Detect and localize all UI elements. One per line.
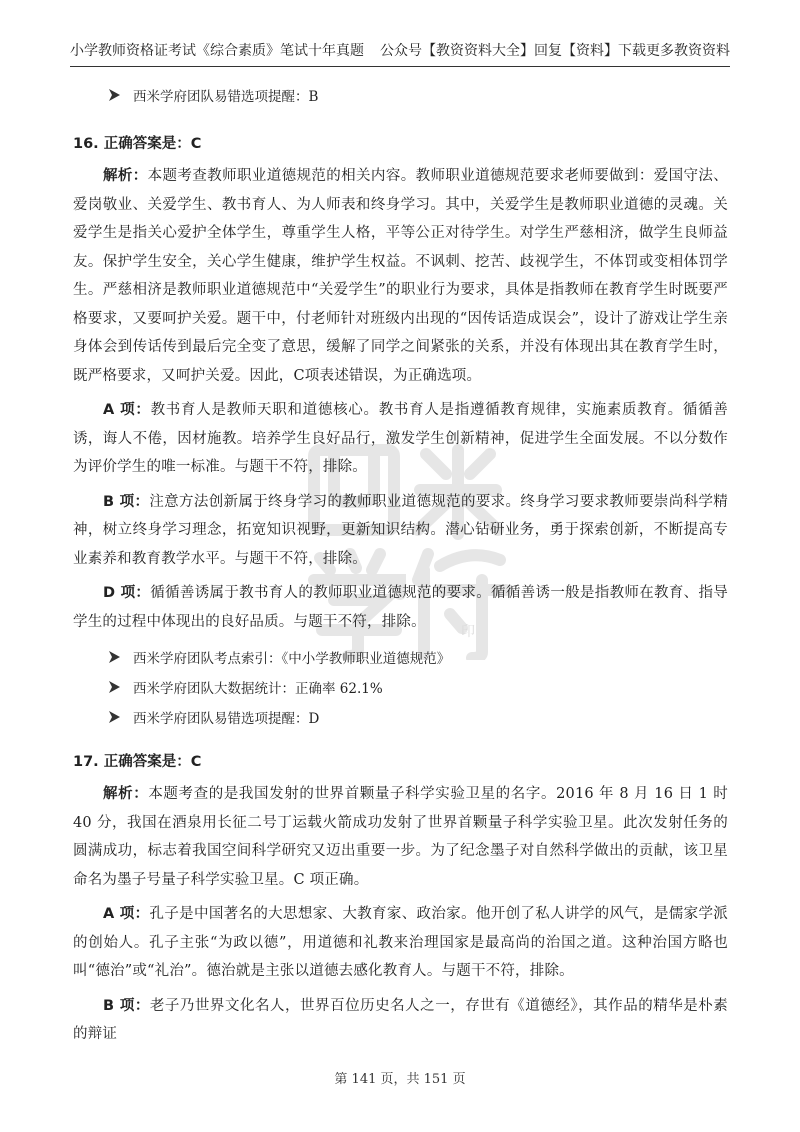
option-b-label: B 项： — [103, 493, 150, 510]
watermark-seal-text: 印 — [461, 624, 475, 640]
question-17-option-b — [73, 992, 728, 1049]
option-a-text: 孔子是中国著名的大思想家、大教育家、政治家。他开创了私人讲学的风气，是儒家学派的创始人。孔子主张“为政以德”，用道德和礼教来治理国家是最高尚的治国之道。这种治国方略也叫“德治”或“礼治”。德治就是主张以道德去感化教育人。与题干不符，排除。 — [73, 906, 728, 979]
question-16-option-a — [73, 396, 728, 482]
bullet-item — [107, 84, 728, 106]
page-content — [73, 70, 728, 1049]
question-16-option-b — [73, 488, 728, 574]
bullet-text: 西米学府团队大数据统计：正确率 62.1% — [133, 681, 383, 697]
question-16-option-d — [73, 579, 728, 636]
analysis-text: 本题考查教师职业道德规范的相关内容。教师职业道德规范要求老师要做到：爱国守法、爱岗敬业、关爱学生、教书育人、为人师表和终身学习。其中，关爱学生是教师职业道德的灵魂。关爱学生是指关心爱护全体学生，尊重学生人格，平等公正对待学生。对学生严慈相济，做学生良师益友。保护学生安全，关心学生健康，维护学生权益。不讽刺、挖苦、歧视学生，不体罚或变相体罚学生。严慈相济是教师职业道德规范中“关爱学生”的职业行为要求，具体是指教师在教育学生时既要严格要求，又要呵护关爱。题干中，付老师针对班级内出现的“因传话造成误会”，设计了游戏让学生亲身体会到传话传到最后完全变了意思，缓解了同学之间紧张的关系，并没有体现出其在教育学生时，既严格要求，又呵护关爱。因此，C项表述错误，为正确选项。 — [73, 168, 728, 384]
page-footer: 第 141 页，共 151 页 — [334, 1072, 466, 1087]
option-b-text: 老子乃世界文化名人，世界百位历史名人之一，存世有《道德经》，其作品的精华是朴素的辩证 — [73, 997, 728, 1042]
question-16-answer: 16. 正确答案是：C — [73, 136, 202, 152]
analysis-label: 解析： — [103, 786, 149, 802]
bullet-item — [107, 702, 728, 732]
option-d-label: D 项： — [103, 585, 151, 601]
bullet-text: 西米学府团队易错选项提醒：B — [133, 89, 319, 105]
page-header — [70, 40, 730, 67]
option-a-text: 教书育人是教师天职和道德核心。教书育人是指遵循教育规律，实施素质教育。循循善诱，诲人不倦，因材施教。培养学生良好品行，激发学生创新精神，促进学生全面发展。不以分数作为评价学生的唯一标准。与题干不符，排除。 — [73, 402, 728, 475]
analysis-text: 本题考查的是我国发射的世界首颗量子科学实验卫星的名字。2016 年 8 月 16 日 1 时 40 分，我国在酒泉用长征二号丁运载火箭成功发射了世界首颗量子科学实验卫星。此次发射任务的圆满成功，标志着我国空间科学研究又迈出重要一步。为了纪念墨子对自然科学做出的贡献，该卫星命名为墨子号量子科学实验卫星。C 项正确。 — [73, 786, 728, 888]
bullet-item — [107, 672, 728, 702]
header-right-notice: 公众号【教资资料大全】回复【资料】下载更多教资资料 — [380, 43, 730, 59]
question-17-option-a — [73, 900, 728, 986]
bullet-item — [107, 642, 728, 672]
question-17-analysis — [73, 780, 728, 894]
option-d-text: 循循善诱属于教书育人的教师职业道德规范的要求。循循善诱一般是指教师在教育、指导学生的过程中体现出的良好品质。与题干不符，排除。 — [73, 585, 729, 630]
question-16-analysis — [73, 162, 728, 390]
option-b-text: 注意方法创新属于终身学习的教师职业道德规范的要求。终身学习要求教师要崇尚科学精神，树立终身学习理念，拓宽知识视野，更新知识结构。潜心钻研业务，勇于探索创新，不断提高专业素养和教育教学水平。与题干不符，排除。 — [73, 493, 728, 567]
question-17-answer: 17. 正确答案是：C — [73, 754, 202, 770]
header-left-title: 小学教师资格证考试《综合素质》笔试十年真题 — [70, 43, 364, 59]
option-a-label: A 项： — [103, 906, 150, 922]
arrow-bullet-icon — [107, 710, 121, 724]
option-a-label: A 项： — [103, 402, 151, 418]
bullet-text: 西米学府团队考点索引：《中小学教师职业道德规范》 — [133, 651, 451, 667]
arrow-bullet-icon — [107, 88, 121, 102]
analysis-label: 解析： — [103, 168, 148, 184]
arrow-bullet-icon — [107, 650, 121, 664]
arrow-bullet-icon — [107, 680, 121, 694]
option-b-label: B 项： — [103, 997, 150, 1014]
bullet-text: 西米学府团队易错选项提醒：D — [133, 711, 320, 727]
